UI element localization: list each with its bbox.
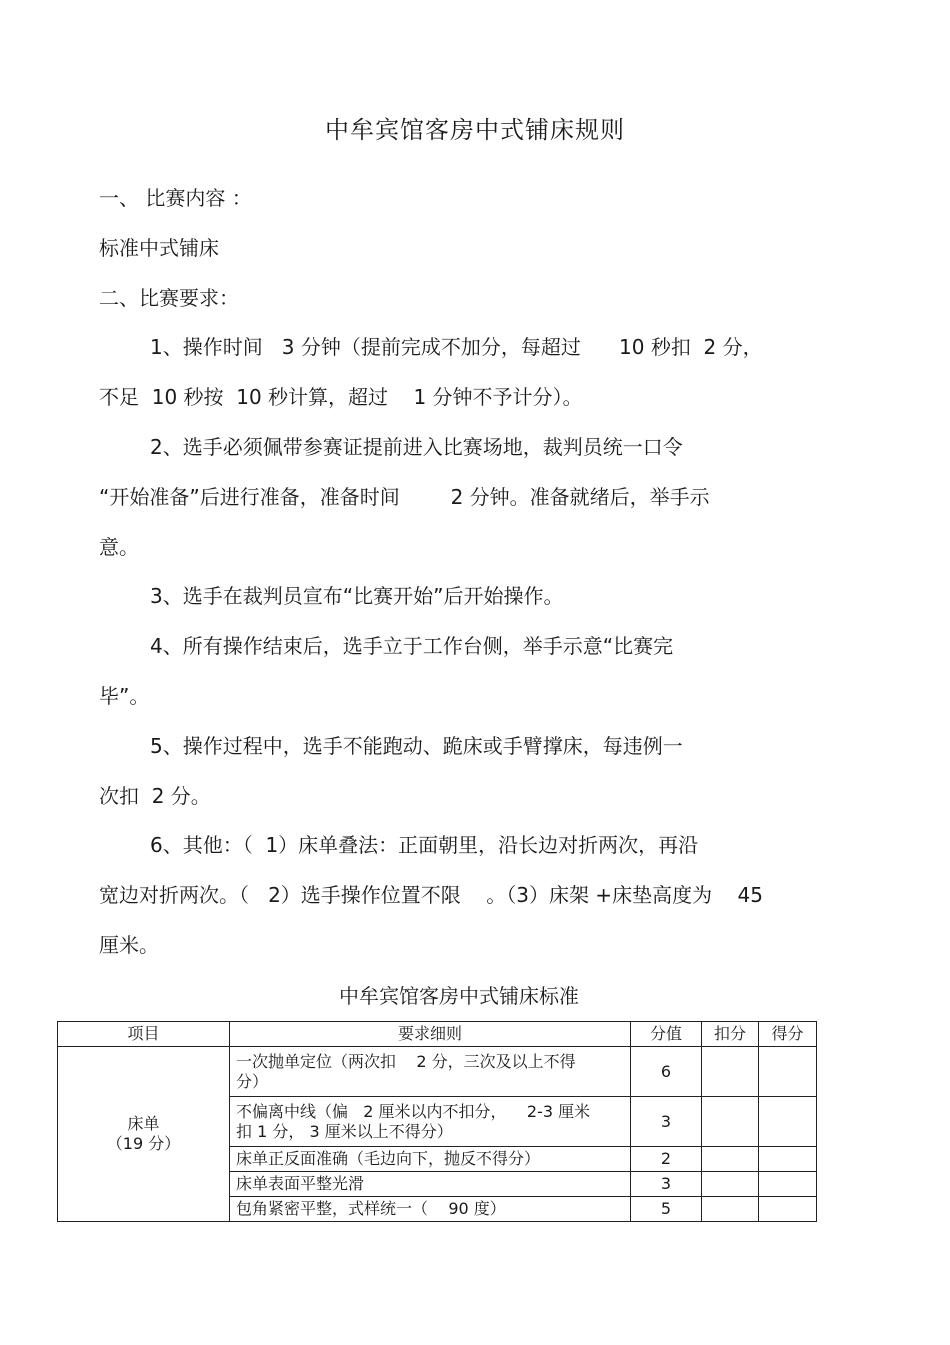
deduct-cell bbox=[702, 1172, 759, 1197]
scoring-table bbox=[57, 1021, 817, 1222]
rule-5-line-2: 次扣 2 分。 bbox=[99, 784, 211, 808]
header-item: 项目 bbox=[58, 1022, 230, 1047]
rule-5-line-1: 5、操作过程中，选手不能跑动、跪床或手臂撑床，每违例一 bbox=[150, 734, 683, 758]
header-detail: 要求细则 bbox=[230, 1022, 631, 1047]
section-1-heading: 一、 比赛内容 ： bbox=[99, 186, 252, 210]
table-header-row bbox=[58, 1022, 817, 1047]
detail-cell: 包角紧密平整，式样统一（ 90 度） bbox=[230, 1197, 631, 1222]
rule-2-line-3: 意。 bbox=[99, 535, 139, 559]
rule-4-line-2: 毕”。 bbox=[99, 684, 150, 708]
score-cell: 6 bbox=[631, 1047, 702, 1097]
got-cell bbox=[759, 1147, 817, 1172]
rule-2-line-1: 2、选手必须佩带参赛证提前进入比赛场地，裁判员统一口令 bbox=[150, 435, 683, 459]
detail-cell: 不偏离中线（偏 2 厘米以内不扣分， 2-3 厘米 扣 1 分， 3 厘米以上不得分） bbox=[230, 1097, 631, 1147]
score-cell: 3 bbox=[631, 1172, 702, 1197]
rule-6-line-1: 6、其他：（ 1）床单叠法：正面朝里，沿长边对折两次，再沿 bbox=[150, 833, 699, 857]
deduct-cell bbox=[702, 1147, 759, 1172]
document-title: 中牟宾馆客房中式铺床规则 bbox=[325, 116, 625, 144]
deduct-cell bbox=[702, 1047, 759, 1097]
section-2-heading: 二、比赛要求： bbox=[99, 286, 239, 310]
got-cell bbox=[759, 1172, 817, 1197]
header-deduct: 扣分 bbox=[702, 1022, 759, 1047]
group-points: （19 分） bbox=[106, 1134, 181, 1153]
rule-4-line-1: 4、所有操作结束后，选手立于工作台侧，举手示意“比赛完 bbox=[150, 634, 674, 658]
score-cell: 3 bbox=[631, 1097, 702, 1147]
rule-1-line-2: 不足 10 秒按 10 秒计算，超过 1 分钟不予计分）。 bbox=[99, 385, 583, 409]
got-cell bbox=[759, 1047, 817, 1097]
detail-cell: 床单正反面准确（毛边向下，抛反不得分） bbox=[230, 1147, 631, 1172]
header-got: 得分 bbox=[759, 1022, 817, 1047]
detail-cell: 床单表面平整光滑 bbox=[230, 1172, 631, 1197]
section-1-content: 标准中式铺床 bbox=[99, 236, 219, 260]
header-score: 分值 bbox=[631, 1022, 702, 1047]
rule-6-line-3: 厘米。 bbox=[99, 933, 159, 957]
score-cell: 5 bbox=[631, 1197, 702, 1222]
table-row bbox=[58, 1047, 817, 1097]
detail-cell: 一次抛单定位（两次扣 2 分，三次及以上不得 分） bbox=[230, 1047, 631, 1097]
rule-3-line-1: 3、选手在裁判员宣布“比赛开始”后开始操作。 bbox=[150, 584, 564, 608]
score-cell: 2 bbox=[631, 1147, 702, 1172]
table-title: 中牟宾馆客房中式铺床标准 bbox=[339, 984, 579, 1008]
deduct-cell bbox=[702, 1097, 759, 1147]
group-cell bbox=[58, 1047, 230, 1222]
group-name: 床单 bbox=[127, 1114, 160, 1133]
rule-1-line-1: 1、操作时间 3 分钟（提前完成不加分，每超过 10 秒扣 2 分， bbox=[150, 335, 763, 359]
rule-2-line-2: “开始准备”后进行准备，准备时间 2 分钟。准备就绪后，举手示 bbox=[99, 485, 710, 509]
rule-6-line-2: 宽边对折两次。（ 2）选手操作位置不限 。（3）床架 +床垫高度为 45 bbox=[99, 883, 763, 907]
got-cell bbox=[759, 1197, 817, 1222]
deduct-cell bbox=[702, 1197, 759, 1222]
got-cell bbox=[759, 1097, 817, 1147]
